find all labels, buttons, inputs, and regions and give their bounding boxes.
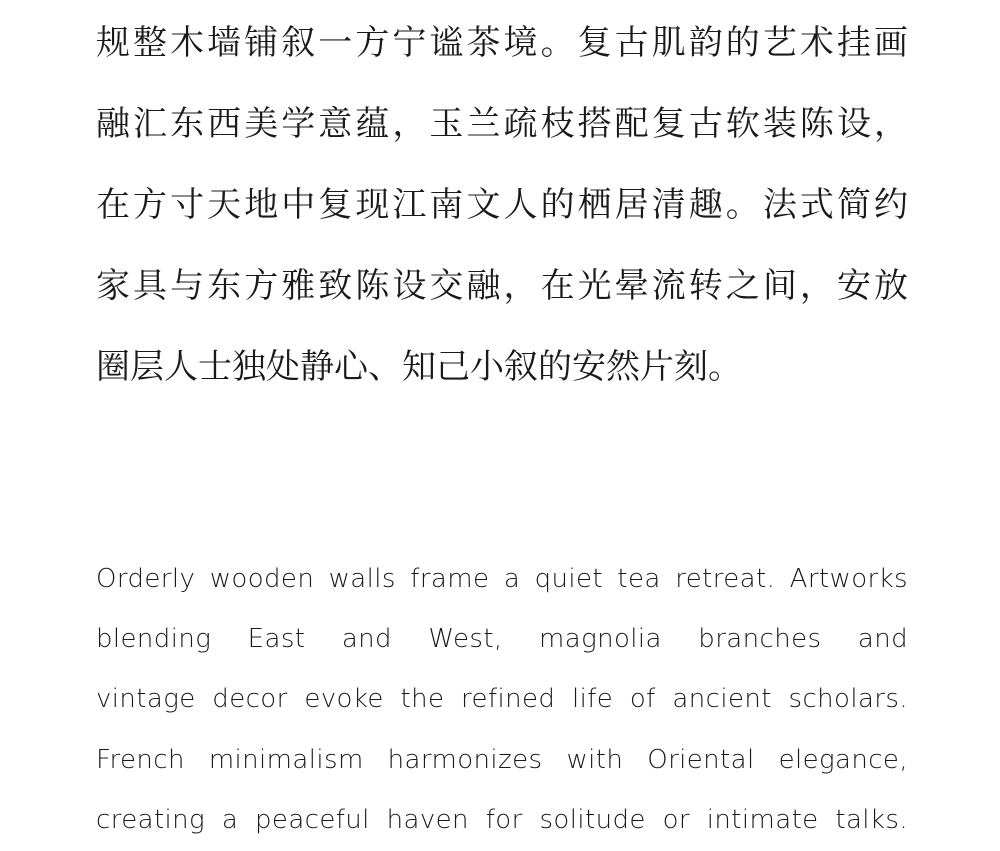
- chinese-line: 融汇东西美学意蕴，玉兰疏枝搭配复古软装陈设，: [96, 104, 908, 144]
- english-line: French minimalism harmonizes with Oriental elegance,: [96, 745, 908, 775]
- chinese-line: 家具与东方雅致陈设交融，在光晕流转之间，安放: [96, 266, 908, 306]
- chinese-line: 圈层人士独处静心、知己小叙的安然片刻。: [96, 347, 742, 387]
- chinese-line: 规整木墙铺叙一方宁谧茶境。复古肌韵的艺术挂画: [96, 23, 908, 63]
- chinese-line: 在方寸天地中复现江南文人的栖居清趣。法式简约: [96, 185, 908, 225]
- english-line: creating a peaceful haven for solitude or intimate talks.: [96, 805, 908, 835]
- english-line: vintage decor evoke the refined life of ancient scholars.: [96, 684, 908, 714]
- english-line: blending East and West, magnolia branches and: [96, 624, 908, 654]
- english-line: Orderly wooden walls frame a quiet tea retreat. Artworks: [96, 564, 908, 594]
